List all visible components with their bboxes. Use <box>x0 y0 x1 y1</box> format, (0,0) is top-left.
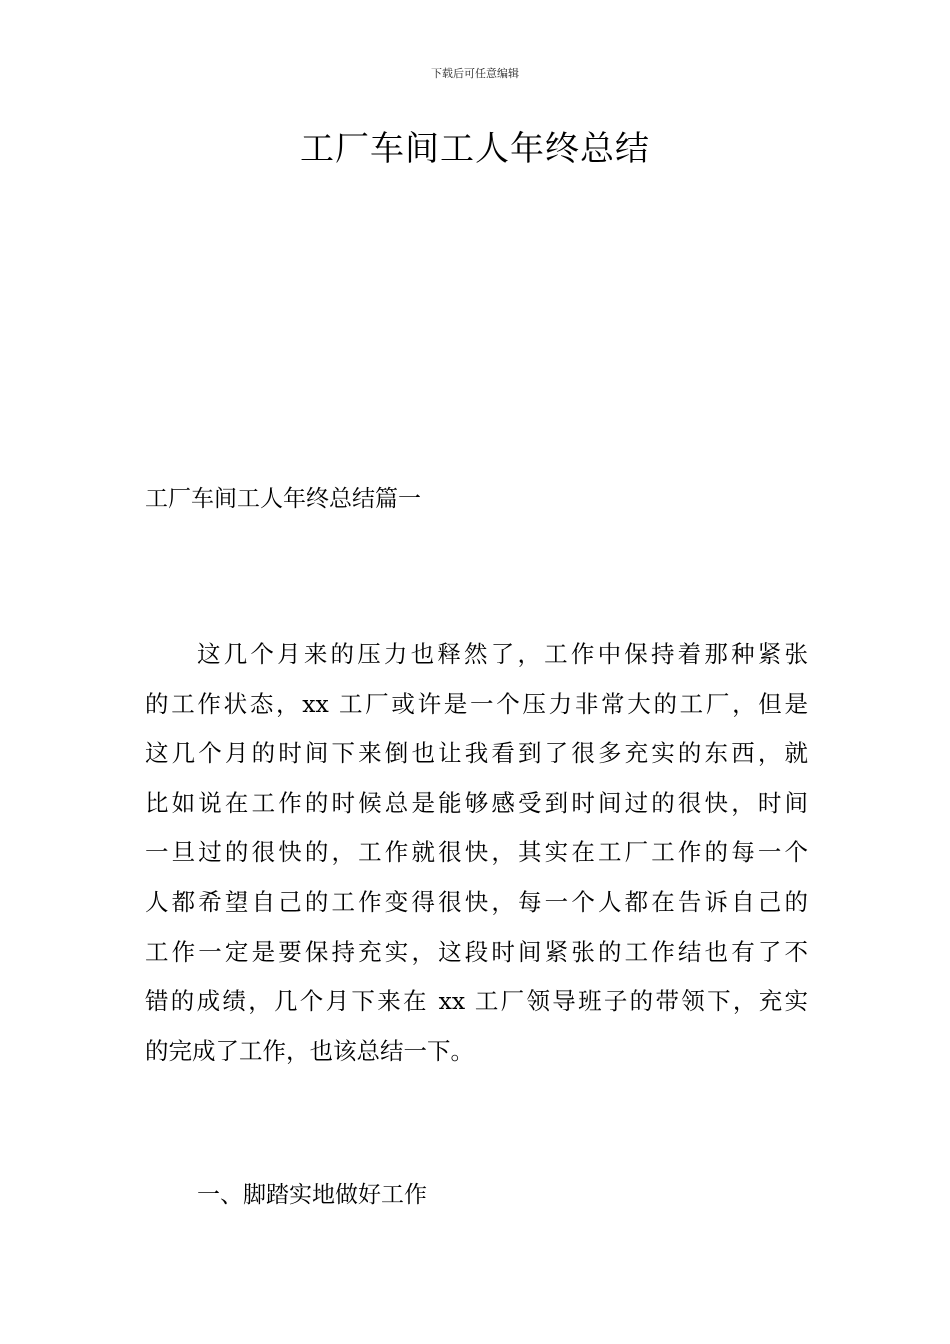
subheading: 一、脚踏实地做好工作 <box>197 1182 427 1208</box>
body-paragraph <box>145 630 808 1076</box>
paragraph-line: 错的成绩，几个月下来在 xx 工厂领导班子的带领下，充实 <box>145 987 808 1016</box>
paragraph-line: 一旦过的很快的，工作就很快，其实在工厂工作的每一个 <box>145 838 808 867</box>
document-title: 工厂车间工人年终总结 <box>300 129 650 169</box>
paragraph-line: 这几个月来的压力也释然了，工作中保持着那种紧张 <box>197 640 808 668</box>
paragraph-line: 人都希望自己的工作变得很快，每一个人都在告诉自己的 <box>145 887 808 916</box>
paragraph-line: 的工作状态，xx 工厂或许是一个压力非常大的工厂，但是 <box>145 689 808 718</box>
paragraph-line: 这几个月的时间下来倒也让我看到了很多充实的东西，就 <box>145 739 808 768</box>
paragraph-line: 的完成了工作，也该总结一下。 <box>145 1036 474 1065</box>
section-title: 工厂车间工人年终总结篇一 <box>145 486 421 512</box>
paragraph-line: 工作一定是要保持充实，这段时间紧张的工作结也有了不 <box>145 937 808 966</box>
paragraph-line: 比如说在工作的时候总是能够感受到时间过的很快，时间 <box>145 788 808 817</box>
header-note: 下载后可任意编辑 <box>431 67 519 80</box>
